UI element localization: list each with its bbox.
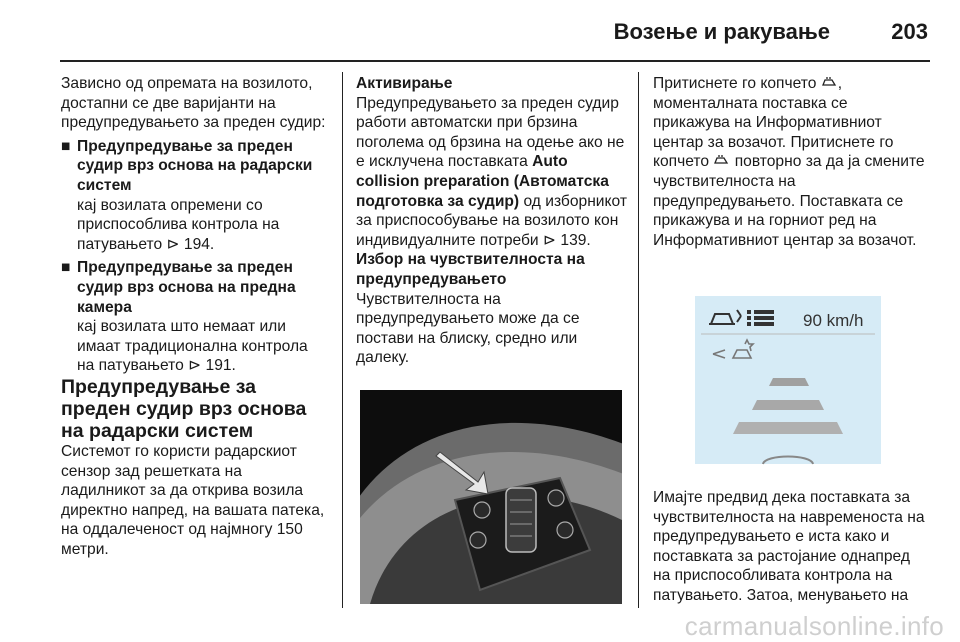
bullet-item [61,137,329,255]
page-header-title: Возење и ракување [613,19,830,44]
bullet-square-icon: ■ [61,137,71,155]
column-3 [653,74,927,250]
bullet-text: кај возилата опремени со приспособлива контрола на патувањето ⊳ 194. [77,196,280,253]
arrow-right-icon: ⊳ [166,235,180,253]
page-reference[interactable]: 139. [560,231,591,249]
column-2 [356,74,628,368]
activation-paragraph: Предупредувањето за преден судир работи автоматски при брзина поголема од брзина на одење ако не е исклучена поставката Auto collision preparation (Автоматска подготовка за судир) од изборникот за приспособување на возилото кон индивидуалните потреби ⊳ 139. [356,94,627,249]
bullet-square-icon: ■ [61,259,71,277]
page-reference[interactable]: 194. [183,235,215,253]
car-distance-icon [821,75,838,92]
column-1 [61,74,329,559]
driver-info-display-illustration [653,294,923,466]
steering-wheel-illustration [360,390,622,604]
display-speed: 90 km/h [803,311,864,330]
column-divider-2 [638,72,639,608]
section-heading: Предупредување за преден судир врз основа на радарски систем [61,375,307,442]
arrow-right-icon: ⊳ [188,357,202,375]
button-instructions: Притиснете го копчето , моменталната поставка се прикажува на Информативниот центар за возачот. Притиснете го копчето повторно за да ја смените чувствителноста на предупредувањето. Поставката се прикажува и на горниот ред на Информативниот центар за возачот. [653,75,925,249]
bullet-title: Предупредување за преден судир врз основа на радарски систем [77,137,313,194]
arrow-right-icon: ⊳ [542,231,557,249]
header-rule [60,60,930,62]
sensitivity-paragraph: Чувствителноста на предупредувањето може да се постави на блиску, средно или далеку. [356,290,580,367]
watermark [0,608,960,642]
column-3-bottom [653,488,927,606]
driver-info-display-image [653,294,923,466]
steering-wheel-controls-image [360,390,622,604]
column-divider-1 [342,72,343,608]
section-body: Системот го користи радарскиот сензор зад решетката на ладилникот за да открива возила директно напред, на вашата патека, на оддалеченост од најмногу 150 метри. [61,442,325,558]
sensitivity-note: Имајте предвид дека поставката за чувствителноста на навременоста на предупредувањето е иста како и поставката за растојание однапред на приспособливата контрола на патувањето. Затоа, менувањето на [653,489,925,604]
bullet-text: кај возилата што немаат или имаат традиционална контрола на патувањето ⊳ 191. [77,318,308,375]
bullet-title: Предупредување за преден судир врз основа на предна камера [77,259,296,316]
page-number: 203 [891,19,928,44]
sensitivity-heading: Избор на чувствителноста на предупредувањето [356,251,585,288]
car-distance-icon [713,153,730,170]
activation-heading: Активирање [356,75,453,92]
watermark-text: carmanualsonline.info [684,611,944,641]
page-reference[interactable]: 191. [205,357,236,375]
bullet-item [61,258,329,376]
setting-name: Auto collision preparation (Автоматска подготовка за судир) [356,153,609,210]
intro-paragraph: Зависно од опремата на возилото, достапни се две варијанти на предупредувањето за преден судир: [61,75,326,132]
